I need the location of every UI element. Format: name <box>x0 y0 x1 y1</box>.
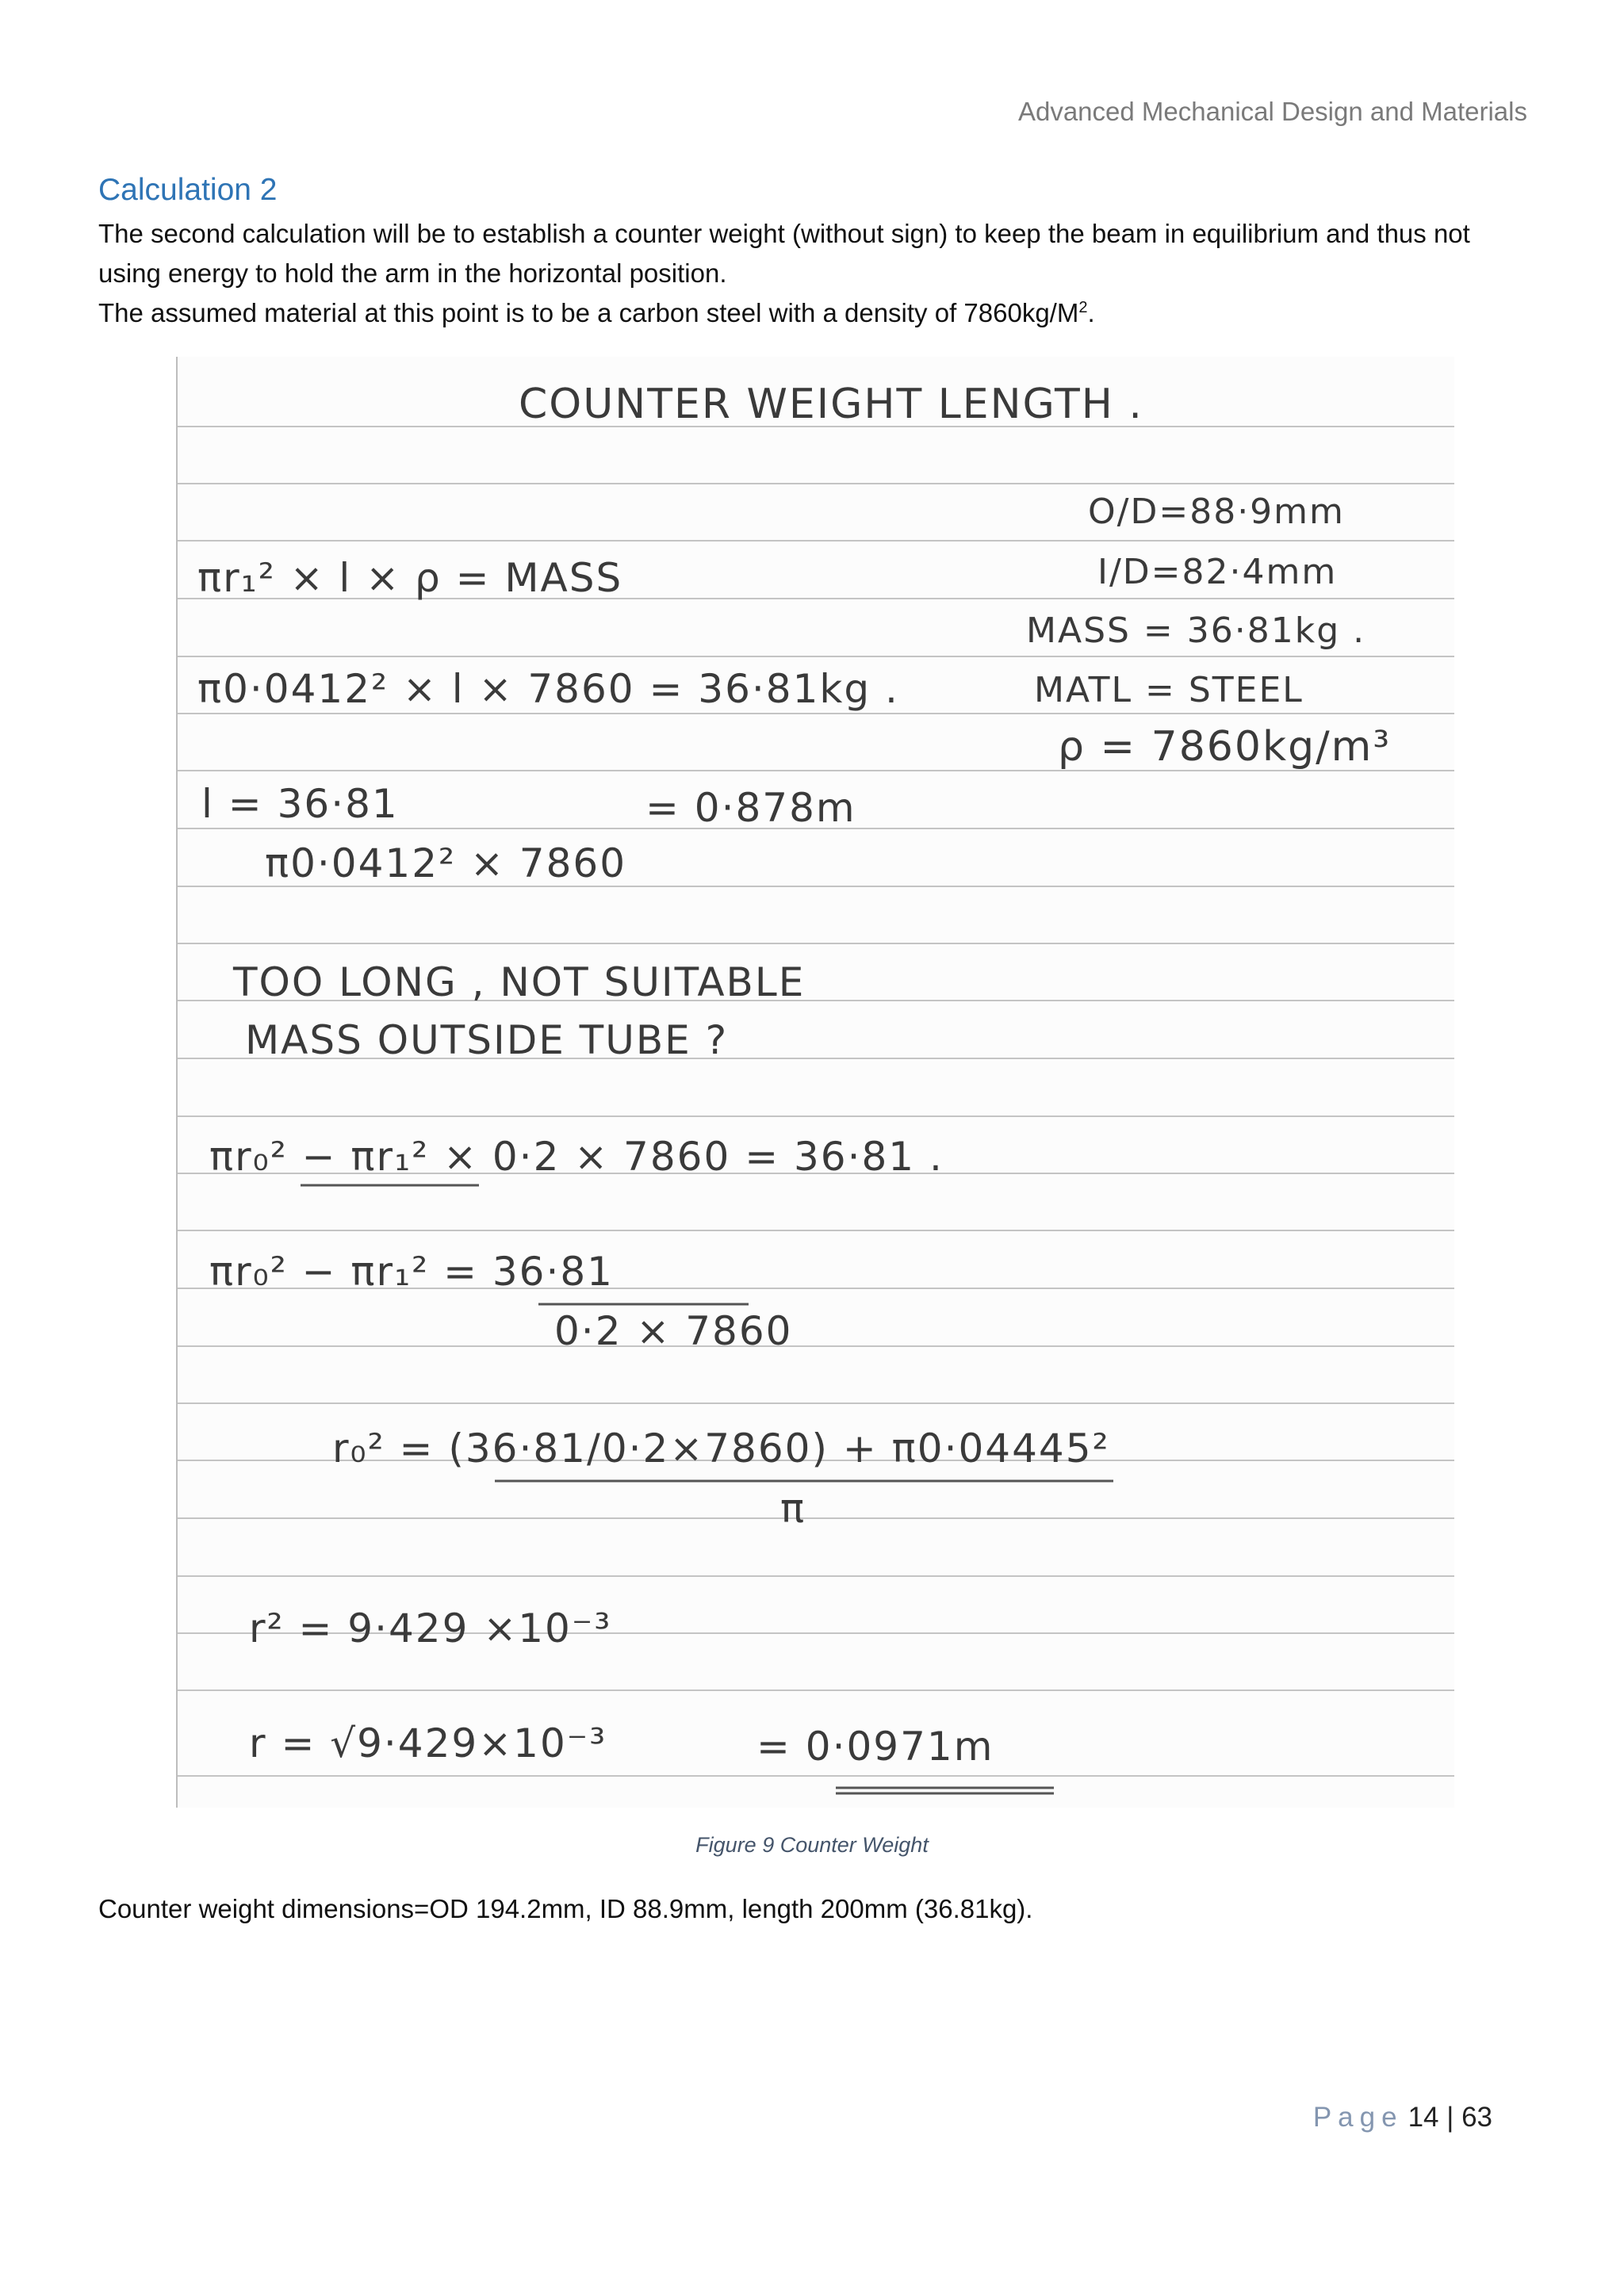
hw-note-2: MASS OUTSIDE TUBE ? <box>245 1017 729 1063</box>
page-total: 63 <box>1461 2102 1492 2133</box>
figure-caption: Figure 9 Counter Weight <box>695 1833 929 1857</box>
hw-equation-3-result: = 0·878m <box>645 785 856 831</box>
hw-equation-8: r = √9·429×10⁻³ <box>249 1720 607 1766</box>
hw-outer-diameter: O/D=88·9mm <box>1088 492 1345 532</box>
hw-equation-1: πr₁² × l × ρ = MASS <box>197 555 623 601</box>
page-number: 14 <box>1408 2102 1439 2133</box>
hw-equation-7: r² = 9·429 ×10⁻³ <box>249 1605 612 1651</box>
hw-equation-6: r₀² = (36·81/0·2×7860) + π0·04445² <box>332 1425 1110 1471</box>
hw-equation-5-den: 0·2 × 7860 <box>554 1308 793 1354</box>
hw-title: COUNTER WEIGHT LENGTH . <box>519 381 1143 428</box>
hw-note-1: TOO LONG , NOT SUITABLE <box>233 959 806 1005</box>
hw-inner-diameter: I/D=82·4mm <box>1097 552 1338 592</box>
section-title: Calculation 2 <box>98 173 278 207</box>
handwritten-calculation-figure <box>176 357 1454 1808</box>
paragraph-material <box>98 293 1526 333</box>
hw-mass: MASS = 36·81kg . <box>1026 610 1366 651</box>
hw-equation-2: π0·0412² × l × 7860 = 36·81kg . <box>197 666 899 712</box>
hw-equation-4: πr₀² − πr₁² × 0·2 × 7860 = 36·81 . <box>209 1134 944 1180</box>
material-text: The assumed material at this point is to be a carbon steel with a density of 7860kg/M <box>98 298 1079 327</box>
hw-equation-6-den: π <box>780 1486 806 1532</box>
hw-density: ρ = 7860kg/m³ <box>1058 723 1392 771</box>
hw-material: MATL = STEEL <box>1034 670 1304 710</box>
paragraph-dimensions: Counter weight dimensions=OD 194.2mm, ID 88.9mm, length 200mm (36.81kg). <box>98 1894 1033 1923</box>
page-separator: | <box>1446 2102 1454 2133</box>
superscript: 2 <box>1078 299 1088 316</box>
page-footer <box>1313 2102 1492 2133</box>
running-header: Advanced Mechanical Design and Materials <box>1017 97 1527 126</box>
hw-equation-5-num: πr₀² − πr₁² = 36·81 <box>209 1249 614 1295</box>
hw-equation-8-result: = 0·0971m <box>756 1724 994 1770</box>
period: . <box>1087 298 1095 327</box>
hw-equation-3-num: l = 36·81 <box>201 781 399 827</box>
hw-equation-3-den: π0·0412² × 7860 <box>265 840 627 886</box>
paragraph-intro: The second calculation will be to establish a counter weight (without sign) to keep the beam in equilibrium and thus not using energy to hold the arm in the horizontal position. <box>98 219 1470 288</box>
page-label: Page <box>1312 2102 1404 2133</box>
